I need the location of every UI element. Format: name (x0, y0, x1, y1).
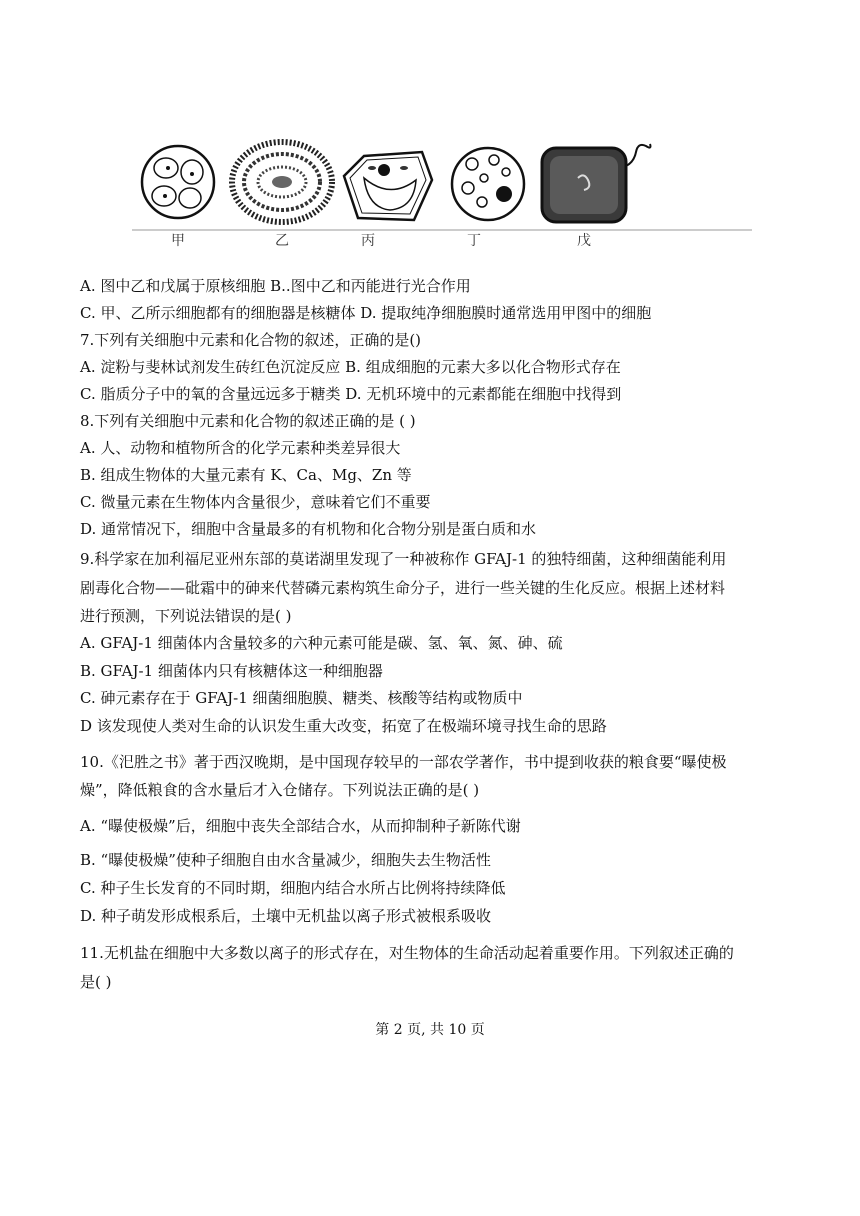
page-footer: 第 2 页, 共 10 页 (375, 1022, 485, 1038)
q8-option-d: D. 通常情况下，细胞中含量最多的有机物和化合物分别是蛋白质和水 (80, 520, 537, 538)
q11-stem-line2: 是( ) (80, 973, 112, 991)
q10-option-d: D. 种子萌发形成根系后，土壤中无机盐以离子形式被根系吸收 (80, 907, 492, 925)
q10-option-a: A. “曝使极燥”后，细胞中丧失全部结合水，从而抑制种子新陈代谢 (80, 817, 521, 835)
figure-label-jia: 甲 (171, 233, 185, 249)
q8-stem: 8.下列有关细胞中元素和化合物的叙述正确的是 ( ) (80, 412, 416, 430)
figure-label-bing: 丙 (361, 233, 375, 249)
cell-drawings (132, 138, 752, 250)
q10-option-b: B. “曝使极燥”使种子细胞自由水含量减少，细胞失去生物活性 (80, 851, 491, 869)
cell-bing-drawing (344, 152, 432, 220)
q9-option-c: C. 砷元素存在于 GFAJ-1 细菌细胞膜、糖类、核酸等结构或物质中 (80, 689, 523, 707)
q6-options-cd: C. 甲、乙所示细胞都有的细胞器是核糖体 D. 提取纯净细胞膜时通常选用甲图中的细胞 (80, 304, 652, 322)
cell-wu-drawing (542, 144, 651, 222)
cell-figure (132, 138, 752, 250)
figure-label-yi: 乙 (275, 233, 289, 249)
q7-stem: 7.下列有关细胞中元素和化合物的叙述，正确的是() (80, 331, 422, 349)
cell-jia-drawing (142, 146, 214, 218)
q9-stem-line2: 剧毒化合物——砒霜中的砷来代替磷元素构筑生命分子，进行一些关键的生化反应。根据上述材料 (80, 579, 726, 597)
q8-option-a: A. 人、动物和植物所含的化学元素种类差异很大 (80, 439, 401, 457)
q10-option-c: C. 种子生长发育的不同时期，细胞内结合水所占比例将持续降低 (80, 879, 506, 897)
q10-stem-line1: 10.《汜胜之书》著于西汉晚期，是中国现存较早的一部农学著作，书中提到收获的粮食要“曝使极 (80, 753, 727, 771)
figure-label-ding: 丁 (467, 233, 481, 249)
cell-ding-drawing (452, 148, 524, 220)
q9-option-b: B. GFAJ-1 细菌体内只有核糖体这一种细胞器 (80, 662, 383, 680)
q9-option-d: D 该发现使人类对生命的认识发生重大改变，拓宽了在极端环境寻找生命的思路 (80, 717, 607, 735)
q8-option-b: B. 组成生物体的大量元素有 K、Ca、Mg、Zn 等 (80, 466, 412, 484)
q10-stem-line2: 燥”，降低粮食的含水量后才入仓储存。下列说法正确的是( ) (80, 781, 480, 799)
figure-label-wu: 戊 (577, 233, 591, 249)
q11-stem-line1: 11.无机盐在细胞中大多数以离子的形式存在，对生物体的生命活动起着重要作用。下列叙述正确的 (80, 944, 734, 962)
q8-option-c: C. 微量元素在生物体内含量很少，意味着它们不重要 (80, 493, 431, 511)
cell-yi-drawing (232, 142, 332, 222)
q9-stem-line3: 进行预测，下列说法错误的是( ) (80, 607, 292, 625)
q7-options-ab: A. 淀粉与斐林试剂发生砖红色沉淀反应 B. 组成细胞的元素大多以化合物形式存在 (80, 358, 621, 376)
q9-option-a: A. GFAJ-1 细菌体内含量较多的六种元素可能是碳、氢、氧、氮、砷、硫 (80, 634, 563, 652)
q9-stem-line1: 9.科学家在加利福尼亚州东部的莫诺湖里发现了一种被称作 GFAJ-1 的独特细菌，这种细菌能利用 (80, 550, 727, 568)
q7-options-cd: C. 脂质分子中的氧的含量远远多于糖类 D. 无机环境中的元素都能在细胞中找得到 (80, 385, 622, 403)
q6-options-ab: A. 图中乙和戊属于原核细胞 B..图中乙和丙能进行光合作用 (80, 277, 471, 295)
